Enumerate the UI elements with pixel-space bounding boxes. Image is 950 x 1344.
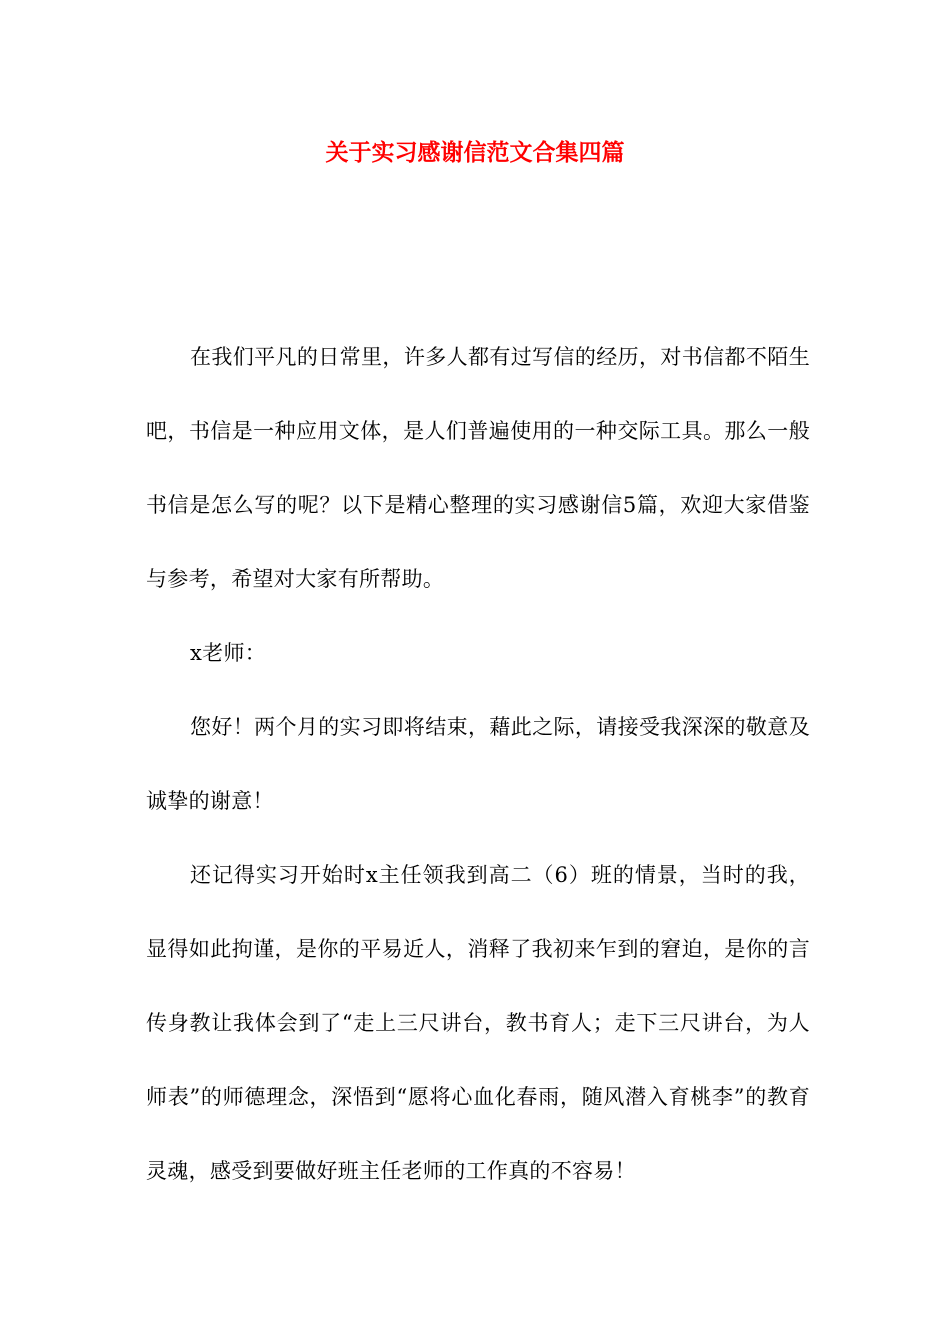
intro-paragraph: 在我们平凡的日常里，许多人都有过写信的经历，对书信都不陌生吧，书信是一种应用文体，是人们普遍使用的一种交际工具。那么一般书信是怎么写的呢？以下是精心整理的实习感谢信5篇，欢迎大家借鉴与参考，希望对大家有所帮助。 [146,345,810,591]
memory-paragraph: 还记得实习开始时x主任领我到高二（6）班的情景，当时的我，显得如此拘谨，是你的平易近人，消释了我初来乍到的窘迫，是你的言传身教让我体会到了“走上三尺讲台，教书育人；走下三尺讲台，为人师表”的师德理念，深悟到“愿将心血化春雨，随风潜入育桃李”的教育灵魂，感受到要做好班主任老师的工作真的不容易！ [146,863,810,1183]
greeting-paragraph: 您好！两个月的实习即将结束，藉此之际，请接受我深深的敬意及诚挚的谢意！ [146,715,810,813]
document-title: 关于实习感谢信范文合集四篇 [325,139,625,166]
salutation-paragraph: x老师： [190,641,267,665]
document-body [146,320,810,1208]
